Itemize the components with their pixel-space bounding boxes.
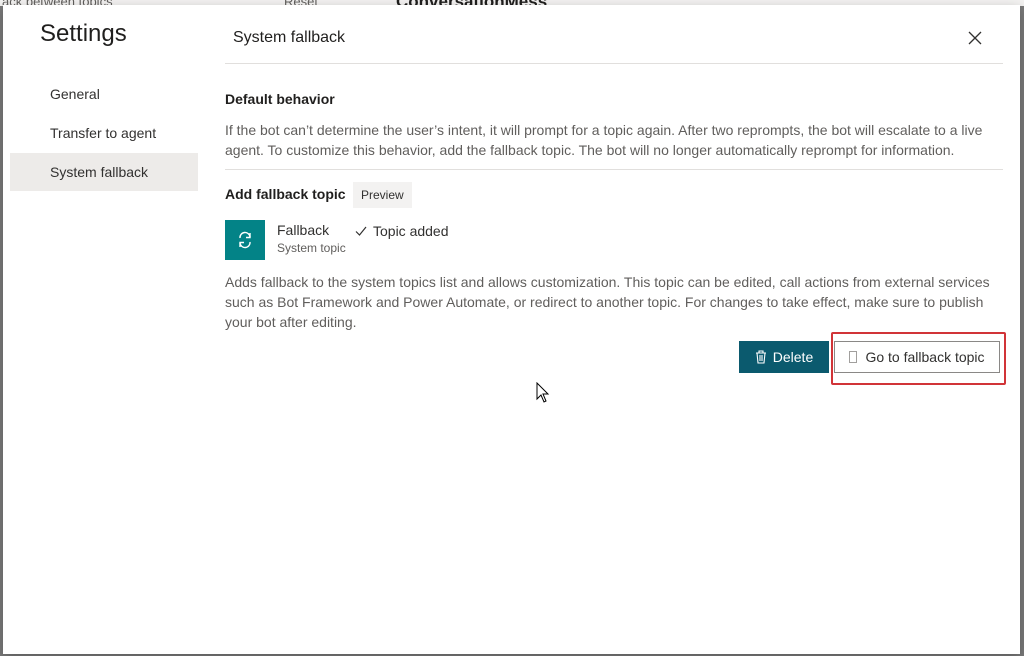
nav-item-label: General	[50, 86, 100, 102]
open-icon	[849, 351, 857, 363]
refresh-icon	[235, 230, 255, 250]
default-behavior-heading: Default behavior	[225, 91, 335, 107]
nav-item-system-fallback[interactable]	[10, 153, 198, 191]
settings-dialog	[3, 5, 1020, 654]
checkmark-icon	[355, 225, 367, 237]
fallback-description: Adds fallback to the system topics list and allows customization. This topic can be edited, call actions from external services such as Bot Framework and Power Automate, or redirect to another topic. For changes to take effect, make sure to publish your bot after editing.	[225, 274, 990, 330]
trash-icon	[755, 350, 767, 364]
topic-type: System topic	[277, 241, 346, 255]
nav-item-general[interactable]	[10, 75, 198, 113]
nav-item-label: System fallback	[50, 164, 149, 180]
nav-item-transfer-to-agent[interactable]	[10, 114, 198, 152]
go-to-button-label: Go to fallback topic	[865, 349, 985, 365]
settings-nav	[10, 75, 198, 192]
topic-status-label: Topic added	[373, 223, 449, 239]
settings-title: Settings	[40, 20, 127, 47]
section-divider	[225, 169, 1003, 170]
default-behavior-text: If the bot can’t determine the user’s intent, it will prompt for a topic again. After two reprompts, the bot will escalate to a live agent. To customize this behavior, add the fallback topic. The bot will no longer automatically reprompt for information.	[225, 122, 983, 158]
header-divider	[225, 63, 1003, 64]
topic-icon-tile	[225, 220, 265, 260]
close-button[interactable]	[961, 24, 989, 52]
close-icon	[968, 31, 982, 45]
add-fallback-heading: Add fallback topic	[225, 186, 346, 202]
mouse-pointer-icon	[536, 382, 550, 404]
topic-name: Fallback	[277, 222, 330, 238]
topic-status	[355, 223, 449, 239]
delete-button[interactable]	[739, 341, 829, 373]
panel-title: System fallback	[233, 29, 346, 46]
nav-item-label: Transfer to agent	[50, 125, 157, 141]
go-to-fallback-topic-button[interactable]	[834, 341, 1000, 373]
preview-badge: Preview	[353, 182, 412, 208]
delete-button-label: Delete	[772, 349, 814, 365]
